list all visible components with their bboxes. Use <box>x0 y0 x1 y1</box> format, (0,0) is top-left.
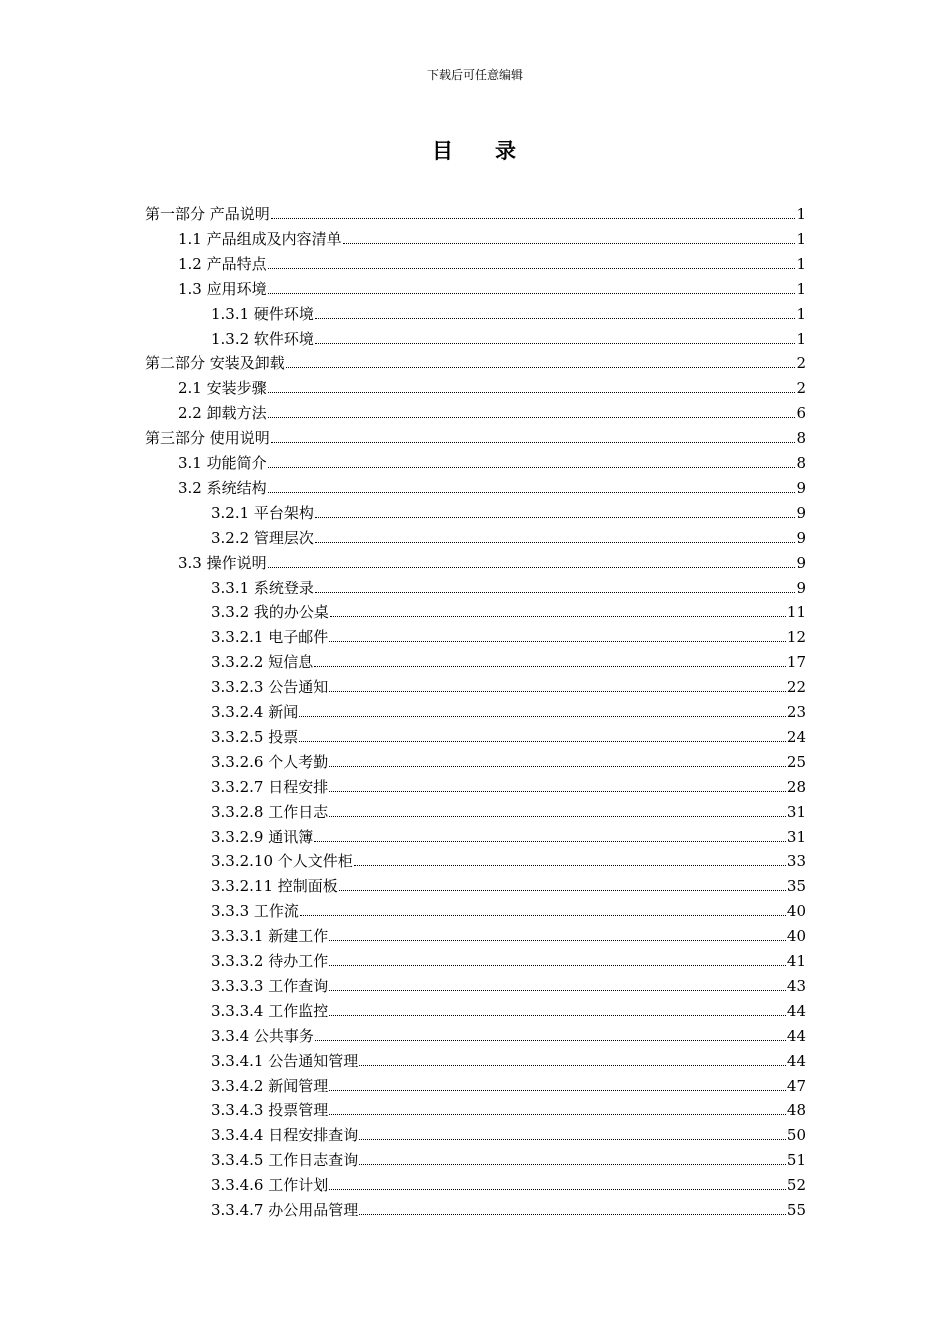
toc-entry-label: 3.3.4.6 工作计划 <box>211 1176 329 1195</box>
toc-entry[interactable] <box>211 598 806 622</box>
toc-entry-page-number: 25 <box>786 752 806 771</box>
toc-entry[interactable] <box>178 399 806 423</box>
toc-entry[interactable] <box>211 300 806 324</box>
toc-entry-page-number: 48 <box>786 1101 806 1120</box>
toc-entry-label: 3.2.1 平台架构 <box>211 503 314 522</box>
toc-entry-page-number: 11 <box>786 603 806 622</box>
toc-entry[interactable] <box>178 549 806 573</box>
toc-dot-leader <box>359 1163 786 1165</box>
toc-entry-page-number: 31 <box>786 827 806 846</box>
toc-dot-leader <box>354 864 786 866</box>
toc-entry[interactable] <box>211 997 806 1021</box>
toc-entry[interactable] <box>211 773 806 797</box>
toc-entry-label: 3.1 功能简介 <box>178 454 267 472</box>
toc-dot-leader <box>330 615 786 617</box>
toc-entry-label: 3.2 系统结构 <box>178 478 267 497</box>
toc-entry[interactable] <box>211 748 806 772</box>
toc-entry-label: 3.3.2.6 个人考勤 <box>211 752 329 771</box>
toc-entry-label: 3.3.4.4 日程安排查询 <box>211 1126 359 1145</box>
toc-entry[interactable] <box>211 648 806 672</box>
toc-entry-label: 3.3.2.5 投票 <box>211 727 299 746</box>
toc-dot-leader <box>315 317 796 319</box>
toc-entry-page-number: 51 <box>786 1151 806 1170</box>
toc-entry-page-number: 1 <box>796 304 806 323</box>
toc-dot-leader <box>314 665 786 667</box>
toc-entry-label: 1.3.1 硬件环境 <box>211 304 314 323</box>
toc-entry[interactable] <box>211 947 806 971</box>
toc-entry-page-number: 8 <box>796 429 806 448</box>
toc-entry-label: 3.3.3.1 新建工作 <box>211 927 329 946</box>
toc-entry-page-number: 2 <box>796 354 806 373</box>
toc-entry-page-number: 40 <box>786 902 806 921</box>
toc-dot-leader <box>315 591 796 593</box>
toc-entry-page-number: 47 <box>786 1076 806 1095</box>
toc-entry-label: 3.3.3 工作流 <box>211 902 299 921</box>
toc-dot-leader <box>329 1014 786 1016</box>
toc-entry-page-number: 55 <box>786 1201 806 1219</box>
toc-entry-label: 1.1 产品组成及内容清单 <box>178 229 342 248</box>
toc-entry-page-number: 17 <box>786 653 806 672</box>
toc-entry-page-number: 31 <box>786 802 806 821</box>
toc-entry[interactable] <box>211 823 806 847</box>
toc-entry-label: 3.3.2.2 短信息 <box>211 653 314 672</box>
toc-entry-page-number: 1 <box>796 254 806 273</box>
toc-dot-leader <box>343 242 796 244</box>
toc-dot-leader <box>315 1039 786 1041</box>
toc-entry-label: 2.2 卸载方法 <box>178 404 267 423</box>
toc-entry-page-number: 41 <box>786 952 806 970</box>
toc-entry-page-number: 1 <box>796 279 806 298</box>
toc-entry-page-number: 6 <box>796 404 806 423</box>
toc-entry-label: 3.3.3.4 工作监控 <box>211 1001 329 1020</box>
toc-entry-label: 3.3.2.4 新闻 <box>211 703 299 721</box>
page-header <box>0 68 950 82</box>
toc-entry-label: 3.3.2.7 日程安排 <box>211 777 329 796</box>
toc-entry-page-number: 1 <box>796 229 806 248</box>
toc-dot-leader <box>268 292 796 294</box>
toc-entry[interactable] <box>211 673 806 697</box>
toc-entry[interactable] <box>178 250 806 274</box>
toc-entry-page-number: 22 <box>786 678 806 697</box>
toc-dot-leader <box>329 1113 786 1115</box>
toc-entry-page-number: 33 <box>786 852 806 871</box>
toc-dot-leader <box>329 1089 786 1091</box>
toc-entry[interactable] <box>211 1196 806 1220</box>
toc-entry-page-number: 9 <box>796 578 806 597</box>
toc-dot-leader <box>314 840 786 842</box>
toc-dot-leader <box>359 1064 786 1066</box>
toc-dot-leader <box>329 815 786 817</box>
toc-entry[interactable] <box>178 374 806 398</box>
toc-entry-page-number: 8 <box>796 454 806 472</box>
toc-entry[interactable] <box>211 1121 806 1145</box>
toc-entry-page-number: 12 <box>786 628 806 647</box>
toc-entry-page-number: 9 <box>796 528 806 547</box>
toc-entry[interactable] <box>211 623 806 647</box>
toc-entry[interactable] <box>211 847 806 871</box>
toc-entry-label: 第二部分 安装及卸载 <box>145 354 285 373</box>
toc-entry-page-number: 44 <box>786 1026 806 1045</box>
toc-entry-page-number: 9 <box>796 553 806 572</box>
toc-entry-label: 3.3.2.9 通讯簿 <box>211 827 314 846</box>
toc-dot-leader <box>329 1188 786 1190</box>
toc-entry[interactable] <box>211 972 806 996</box>
toc-dot-leader <box>315 541 796 543</box>
toc-dot-leader <box>329 765 786 767</box>
toc-entry[interactable] <box>178 449 806 473</box>
toc-entry-page-number: 9 <box>796 478 806 497</box>
toc-entry-page-number: 9 <box>796 503 806 522</box>
toc-dot-leader <box>271 441 796 443</box>
toc-entry-label: 1.2 产品特点 <box>178 254 267 273</box>
toc-entry-label: 3.3.4.2 新闻管理 <box>211 1076 329 1095</box>
toc-dot-leader <box>268 466 796 468</box>
toc-entry-label: 3.3.2.3 公告通知 <box>211 678 329 697</box>
toc-entry-label: 3.3.4 公共事务 <box>211 1026 314 1045</box>
toc-entry[interactable] <box>211 524 806 548</box>
toc-entry-label: 3.3.2 我的办公桌 <box>211 603 329 622</box>
title-char-1: 目 <box>432 138 455 163</box>
toc-dot-leader <box>268 491 796 493</box>
toc-entry[interactable] <box>211 698 806 722</box>
title-char-2: 录 <box>495 138 518 163</box>
toc-entry[interactable] <box>211 1072 806 1096</box>
toc-entry-label: 3.3.4.3 投票管理 <box>211 1101 329 1120</box>
toc-entry-page-number: 28 <box>786 777 806 796</box>
toc-entry-label: 2.1 安装步骤 <box>178 379 267 398</box>
toc-entry[interactable] <box>211 897 806 921</box>
toc-dot-leader <box>299 740 786 742</box>
toc-dot-leader <box>268 267 796 269</box>
toc-dot-leader <box>329 790 786 792</box>
toc-entry-page-number: 44 <box>786 1051 806 1070</box>
toc-dot-leader <box>268 416 796 418</box>
toc-entry[interactable] <box>145 200 806 224</box>
toc-entry-page-number: 52 <box>786 1176 806 1195</box>
toc-entry[interactable] <box>211 499 806 523</box>
toc-dot-leader <box>339 889 786 891</box>
toc-entry-label: 3.3.3.3 工作查询 <box>211 976 329 995</box>
toc-dot-leader <box>315 516 796 518</box>
toc-entry-page-number: 1 <box>796 329 806 348</box>
toc-dot-leader <box>271 217 796 219</box>
toc-dot-leader <box>300 914 786 916</box>
toc-dot-leader <box>268 566 796 568</box>
toc-entry[interactable] <box>145 424 806 448</box>
toc-dot-leader <box>359 1138 786 1140</box>
toc-entry-label: 3.3.2.8 工作日志 <box>211 802 329 821</box>
toc-entry-page-number: 2 <box>796 379 806 398</box>
toc-entry[interactable] <box>145 349 806 373</box>
toc-entry-label: 1.3.2 软件环境 <box>211 329 314 348</box>
toc-entry-label: 3.3.4.1 公告通知管理 <box>211 1051 359 1070</box>
toc-entry[interactable] <box>211 1171 806 1195</box>
toc-entry-label: 3.2.2 管理层次 <box>211 528 314 547</box>
toc-entry-page-number: 44 <box>786 1001 806 1020</box>
toc-entry-page-number: 23 <box>786 703 806 721</box>
toc-dot-leader <box>329 640 786 642</box>
toc-entry-page-number: 40 <box>786 927 806 946</box>
toc-entry[interactable] <box>211 1146 806 1170</box>
toc-entry[interactable] <box>178 225 806 249</box>
page-title <box>0 136 950 166</box>
toc-entry-label: 3.3.4.7 办公用品管理 <box>211 1201 359 1219</box>
toc-entry[interactable] <box>178 275 806 299</box>
toc-entry[interactable] <box>178 474 806 498</box>
toc-dot-leader <box>329 690 786 692</box>
toc-entry[interactable] <box>211 798 806 822</box>
toc-entry[interactable] <box>211 723 806 747</box>
toc-entry[interactable] <box>211 574 806 598</box>
toc-entry-label: 3.3 操作说明 <box>178 553 267 572</box>
toc-entry-page-number: 24 <box>786 727 806 746</box>
toc-entry-label: 第三部分 使用说明 <box>145 429 270 448</box>
toc-entry-label: 1.3 应用环境 <box>178 279 267 298</box>
header-text: 下载后可任意编辑 <box>426 68 523 82</box>
toc-entry-page-number: 50 <box>786 1126 806 1145</box>
toc-entry-label: 3.3.2.10 个人文件柜 <box>211 852 353 871</box>
toc-dot-leader <box>315 342 796 344</box>
toc-entry[interactable] <box>211 1096 806 1120</box>
toc-entry-label: 3.3.2.1 电子邮件 <box>211 628 329 647</box>
toc-dot-leader <box>286 366 796 368</box>
toc-entry[interactable] <box>211 922 806 946</box>
toc-dot-leader <box>329 964 786 966</box>
toc-entry-label: 3.3.3.2 待办工作 <box>211 952 329 970</box>
toc-dot-leader <box>299 715 786 717</box>
toc-dot-leader <box>268 391 796 393</box>
toc-entry-page-number: 43 <box>786 976 806 995</box>
toc-entry[interactable] <box>211 325 806 349</box>
toc-dot-leader <box>329 939 786 941</box>
toc-entry[interactable] <box>211 1022 806 1046</box>
toc-entry-label: 3.3.2.11 控制面板 <box>211 877 338 896</box>
toc-entry-label: 3.3.4.5 工作日志查询 <box>211 1151 359 1170</box>
toc-entry-label: 3.3.1 系统登录 <box>211 578 314 597</box>
toc-entry-page-number: 1 <box>796 205 806 223</box>
toc-entry-label: 第一部分 产品说明 <box>145 205 270 223</box>
toc-entry-page-number: 35 <box>786 877 806 896</box>
toc-dot-leader <box>329 989 786 991</box>
toc-dot-leader <box>359 1213 786 1215</box>
toc-entry[interactable] <box>211 1047 806 1071</box>
toc-entry[interactable] <box>211 872 806 896</box>
